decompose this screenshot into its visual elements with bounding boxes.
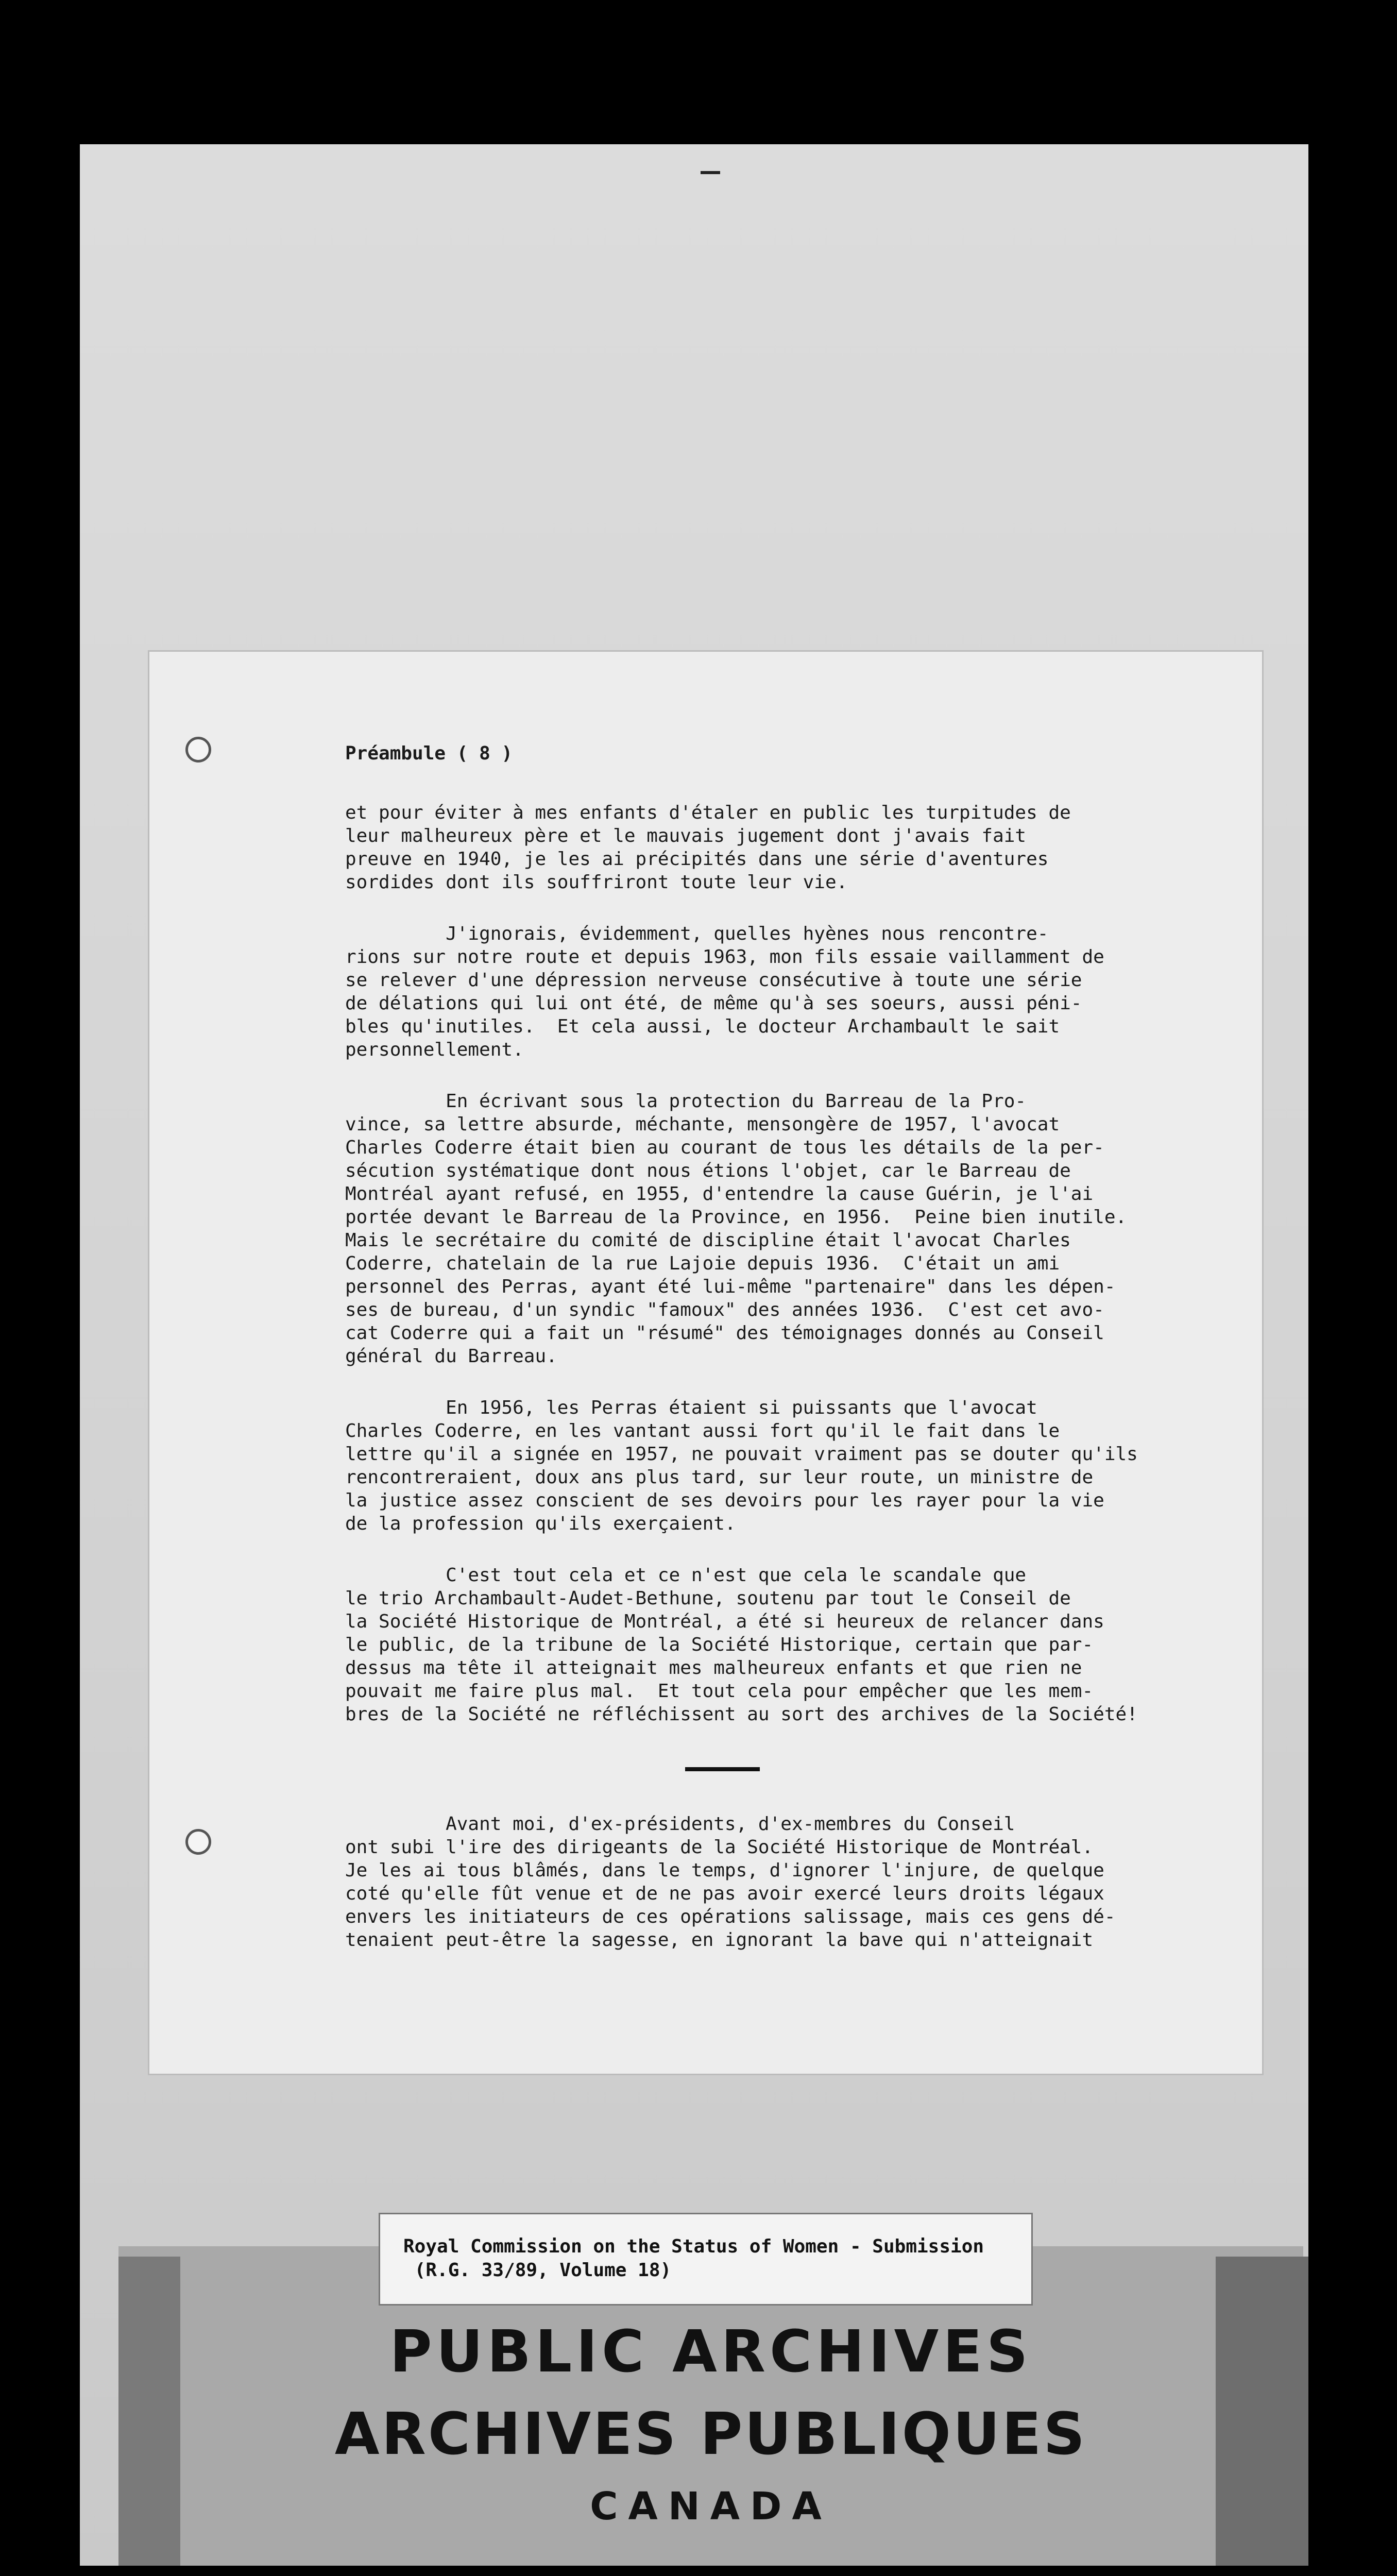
paragraph-3: En écrivant sous la protection du Barreau de la Pro- vince, sa lettre absurde, méchante, mensongère de 1957, l'avocat Charles Coderre était bien au courant de tous les détails de la per- sécution systématique dont nous étions l'objet, car le Barreau de Montréal ayant refusé, en 1955, d'entendre la cause Guérin, je l'ai portée devant le Barreau de la Province, en 1956. Peine bien inutile. Mais le secrétaire du comité de discipline était l'avocat Charles Coderre, chatelain de la rue Lajoie depuis 1936. C'était un ami personnel des Perras, ayant été lui-même "partenaire" dans les dépen- ses de bureau, d'un syndic "famoux" des années 1936. C'est cet avo- cat Coderre qui a fait un "résumé" des témoignages donnés au Conseil général du Barreau. <box>345 1091 1127 1367</box>
section-divider <box>685 1767 760 1771</box>
punch-hole-top <box>185 737 211 762</box>
archives-stamp <box>206 2313 1216 2535</box>
paragraph-4: En 1956, les Perras étaient si puissants que l'avocat Charles Coderre, en les vantant aussi fort qu'il le fait dans le lettre qu'il a signée en 1957, ne pouvait vraiment pas se douter qu'ils rencontreraient, doux ans plus tard, sur leur route, un ministre de la justice assez conscient de ses devoirs pour les rayer pour la vie de la profession qu'ils exerçaient. <box>345 1397 1138 1534</box>
stamp-shadow-left <box>118 2257 180 2566</box>
board-mark <box>701 171 720 174</box>
reference-label-line-2: (R.G. 33/89, Volume 18) <box>403 2260 672 2281</box>
document-body <box>345 742 1324 1980</box>
stamp-line-french: ARCHIVES PUBLIQUES <box>334 2401 1087 2468</box>
reference-label <box>379 2213 1033 2306</box>
stamp-line-english: PUBLIC ARCHIVES <box>389 2318 1032 2385</box>
paragraph-6: Avant moi, d'ex-présidents, d'ex-membres du Conseil ont subi l'ire des dirigeants de la Société Historique de Montréal. Je les ai tous blâmés, dans le temps, d'ignorer l'injure, de quelque coté qu'elle fût venue et de ne pas avoir exercé leurs droits légaux envers les initiateurs de ces opérations salissage, mais ces gens dé- tenaient peut-être la sagesse, en ignorant la bave qui n'atteignait <box>345 1814 1116 1951</box>
reference-label-line-1: Royal Commission on the Status of Women - Submission <box>403 2236 984 2257</box>
page-heading: Préambule ( 8 ) <box>345 743 513 764</box>
paragraph-2: J'ignorais, évidemment, quelles hyènes nous rencontre- rions sur notre route et depuis 1963, mon fils essaie vaillamment de se relever d'une dépression nerveuse consécutive à toute une série de délations qui lui ont été, de même qu'à ses soeurs, aussi péni- bles qu'inutiles. Et cela aussi, le docteur Archambault le sait personnellement. <box>345 923 1104 1060</box>
paragraph-1: et pour éviter à mes enfants d'étaler en public les turpitudes de leur malheureux père et le mauvais jugement dont j'avais fait preuve en 1940, je les ai précipités dans une série d'aventures sordides dont ils souffriront toute leur vie. <box>345 802 1071 893</box>
stamp-shadow-right <box>1216 2257 1308 2566</box>
document-page <box>149 652 1262 2074</box>
stamp-line-country: CANADA <box>590 2484 832 2529</box>
punch-hole-bottom <box>185 1829 211 1855</box>
paragraph-5: C'est tout cela et ce n'est que cela le scandale que le trio Archambault-Audet-Bethune, soutenu par tout le Conseil de la Société Historique de Montréal, a été si heureux de relancer dans le public, de la tribune de la Société Historique, certain que par- dessus ma tête il atteignait mes malheureux enfants et que rien ne pouvait me faire plus mal. Et tout cela pour empêcher que les mem- bres de la Société ne réfléchissent au sort des archives de la Société! <box>345 1565 1138 1725</box>
